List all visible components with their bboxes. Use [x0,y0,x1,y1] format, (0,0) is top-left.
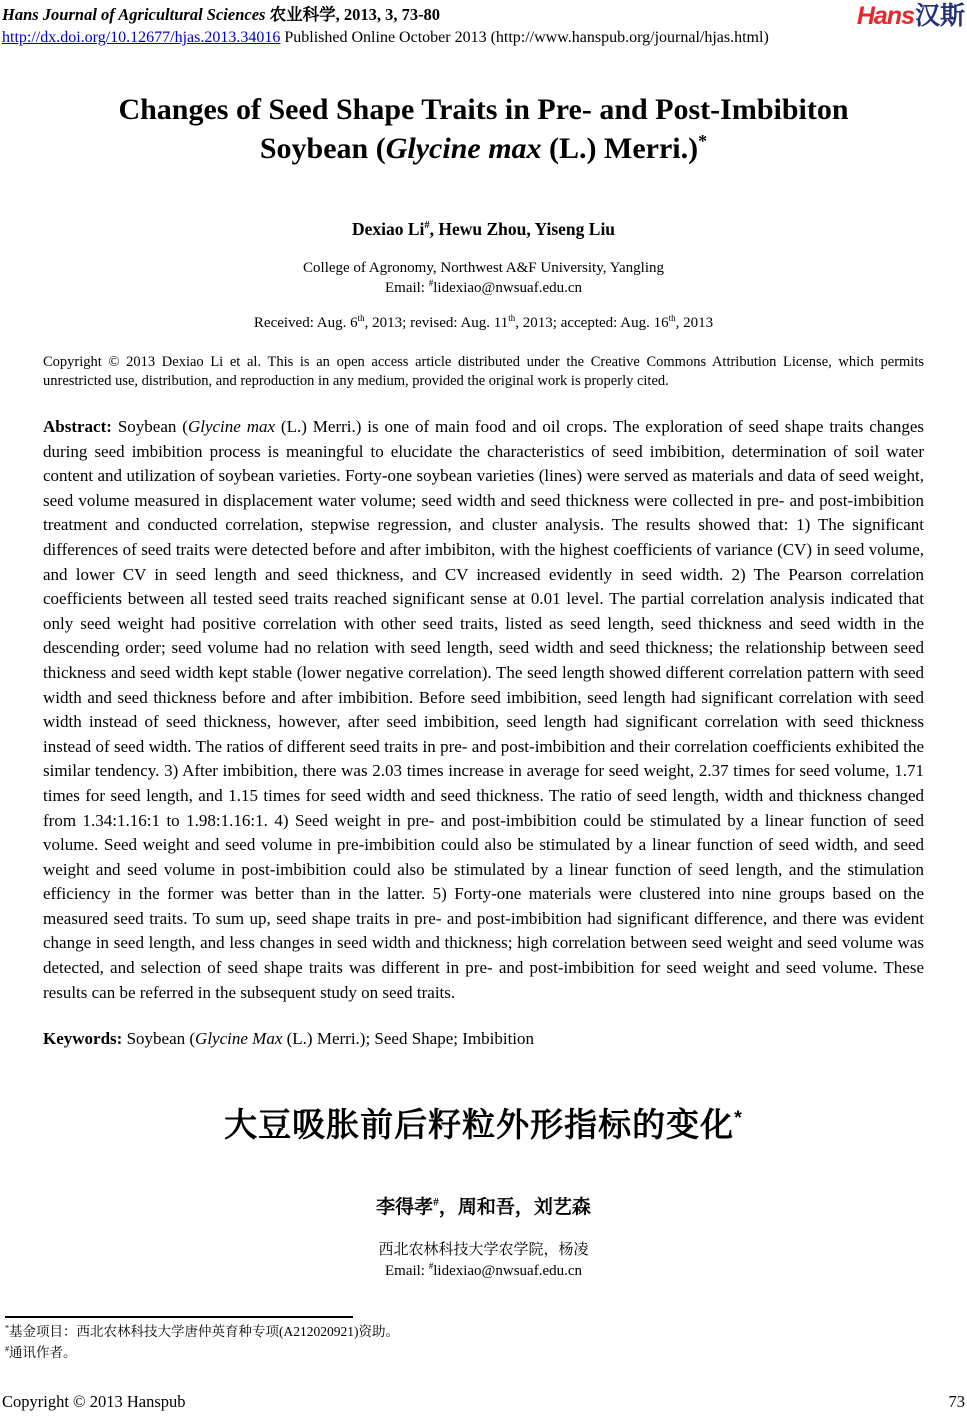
keywords-pre-italic: Soybean ( [122,1029,196,1049]
journal-title: Hans Journal of Agricultural Sciences [2,5,266,24]
chinese-author-post: ，周和吾，刘艺森 [438,1197,591,1219]
published-note: Published Online October 2013 (http://www.hanspub.org/journal/hjas.html) [284,29,769,46]
publication-line [2,27,769,48]
email-label: Email: [384,280,429,296]
chinese-email-label: Email: [384,1263,429,1280]
corresponding-author-mark: # [424,220,430,232]
footnote-funding [5,1321,705,1342]
keywords-species: Glycine Max [195,1029,283,1049]
authors-line [43,219,924,240]
paper-content [0,90,967,1282]
keywords-line [43,1029,924,1049]
journal-issue: 农业科学, 2013, 3, 73-80 [269,5,441,24]
paper-title-line1: Changes of Seed Shape Traits in Pre- and Post-Imbibiton [118,93,849,126]
journal-title-line [2,4,769,25]
paper-title-line2-pre: Soybean ( [259,132,386,165]
footnote-corresponding-text: 通讯作者。 [9,1345,77,1360]
abstract-paragraph [43,415,924,1005]
revised-ordinal: th [508,313,516,323]
chinese-email-mark: # [428,1261,434,1272]
revised-date: , 2013; revised: Aug. 11 [364,315,509,331]
paper-title-line2-post: (L.) Merri.) [541,132,699,165]
keywords-post-italic: (L.) Merri.); Seed Shape; Imbibition [282,1029,535,1049]
keywords-label: Keywords: [43,1029,123,1049]
chinese-email-address: lidexiao@nwsuaf.edu.cn [433,1263,583,1280]
chinese-title-text: 大豆吸胀前后籽粒外形指标的变化 [224,1106,735,1144]
logo-latin-text: Hans [856,2,914,30]
dates-tail: , 2013 [675,315,714,331]
abstract-body: (L.) Merri.) is one of main food and oil crops. The exploration of seed shape traits changes during seed imbibition process is meaningful to elucidate the characteristics of seed imbibition, determination of soil water content and utilization of soybean varieties. Forty-one soybean varieties (lines) were served as materials and data of seed weight, seed volume measured in displacement water volume; seed width and seed thickness were collected in pre- and post-imbibition treatment and conducted correlation, stepwise regression, and cluster analysis. The results showed that: 1) The significant differences of seed traits were detected before and after imbibiton, with the highest coefficients of variance (CV) in seed volume, and lower CV in seed length and seed thickness, and CV increased evidently in seed width. 2) The Pearson correlation coefficients between all tested seed traits reached significant sense at 0.01 level. The partial correlation analysis indicated that only seed weight had positive correlation with other seed traits, listed as seed length, seed thickness and seed width in the descending order; seed volume had no relation with seed length, seed width and seed thickness; the relationship between seed thickness and seed width kept stable (lower negative correlation). The seed length showed different correlation pattern with seed width and seed thickness before and after imbibition. Before seed imbibition, seed length had significant correlation with seed width instead of seed thickness, however, after seed imbibition, seed length had significant correlation with seed thickness instead of seed width. The ratios of different seed traits in pre- and post-imbibition and their correlation coefficients exhibited the similar tendency. 3) After imbibition, there was 2.03 times increase in average for seed weight, 2.37 times for seed volume, 1.71 times for seed length, and 1.15 times for seed width and seed thickness. The ratio of seed length, width and thickness changed from 1.34:1.16:1 to 1.98:1.16:1. 4) Seed weight in pre- and post-imbibition could be stimulated by a linear function of seed volume. Seed weight and seed volume in pre-imbibition could also be stimulated by a linear function of seed width, and seed weight and seed volume in post-imbibition could also be stimulated by a linear function of seed length, and the stimulation efficiency in the former was better than in the latter. 5) Forty-one materials were clustered into nine groups based on the measured seed traits. To sum up, seed shape traits in pre- and post-imbibition had significant difference, and there was evident change in seed length, and less changes in seed width and thickness; high correlation between seed weight and seed volume was detected, and selection of seed shape traits was different in pre- and post-imbibition for seed weight and seed volume. These results can be referred in the subsequent study on seed traits. [43,417,925,1002]
email-corresponding-mark: # [428,278,434,288]
chinese-affiliation-text: 西北农林科技大学农学院，杨凌 [378,1242,589,1259]
affiliation-block [43,258,924,298]
footnote-corresponding-mark: # [5,1344,10,1354]
abstract-label: Abstract: [43,417,112,436]
email-address: lidexiao@nwsuaf.edu.cn [433,280,583,296]
copyright-notice: Copyright © 2013 Dexiao Li et al. This is an open access article distributed under the Creative Commons Attribution License, which permits unrestricted use, distribution, and reproduction in any medium, provided the original work is properly cited. [43,354,924,389]
footnote-divider [5,1316,353,1318]
page-header [0,0,967,48]
doi-link[interactable]: http://dx.doi.org/10.12677/hjas.2013.34016 [2,29,281,46]
author-names-post: , Hewu Zhou, Yiseng Liu [429,219,616,239]
footer-page-number: 73 [948,1392,965,1411]
logo-cjk-text: 汉斯 [914,2,965,30]
abstract-pre-italic: Soybean ( [111,417,188,436]
footnote-area [5,1316,705,1363]
footnote-funding-mark: * [5,1323,10,1333]
chinese-email-line [43,1261,924,1282]
email-line [43,278,924,298]
footer-copyright: Copyright © 2013 Hanspub [2,1392,186,1411]
title-footnote-mark: * [698,131,708,151]
received-ordinal: th [357,313,365,323]
paper-title-species: Glycine max [385,132,542,165]
chinese-title [43,1099,924,1146]
abstract-species: Glycine max [187,417,276,436]
received-date: Received: Aug. 6 [253,315,358,331]
chinese-author-pre: 李得孝 [376,1197,434,1219]
hanspub-logo [857,4,965,29]
page-footer [2,1392,965,1412]
chinese-corresponding-mark: # [433,1196,439,1209]
footnote-funding-text: 基金项目：西北农林科技大学唐仲英育种专项(A212020921)资助。 [9,1324,400,1339]
chinese-authors-line [43,1192,924,1219]
accepted-ordinal: th [668,313,676,323]
chinese-affiliation-block [43,1240,924,1282]
chinese-title-footnote-mark: * [734,1107,743,1130]
affiliation-text: College of Agronomy, Northwest A&F University, Yangling [303,260,664,276]
received-dates-line [43,315,924,332]
author-names-pre: Dexiao Li [351,219,425,239]
footnote-corresponding [5,1342,705,1363]
journal-header-block [2,4,769,48]
accepted-date: , 2013; accepted: Aug. 16 [515,315,669,331]
paper-title [43,90,924,168]
